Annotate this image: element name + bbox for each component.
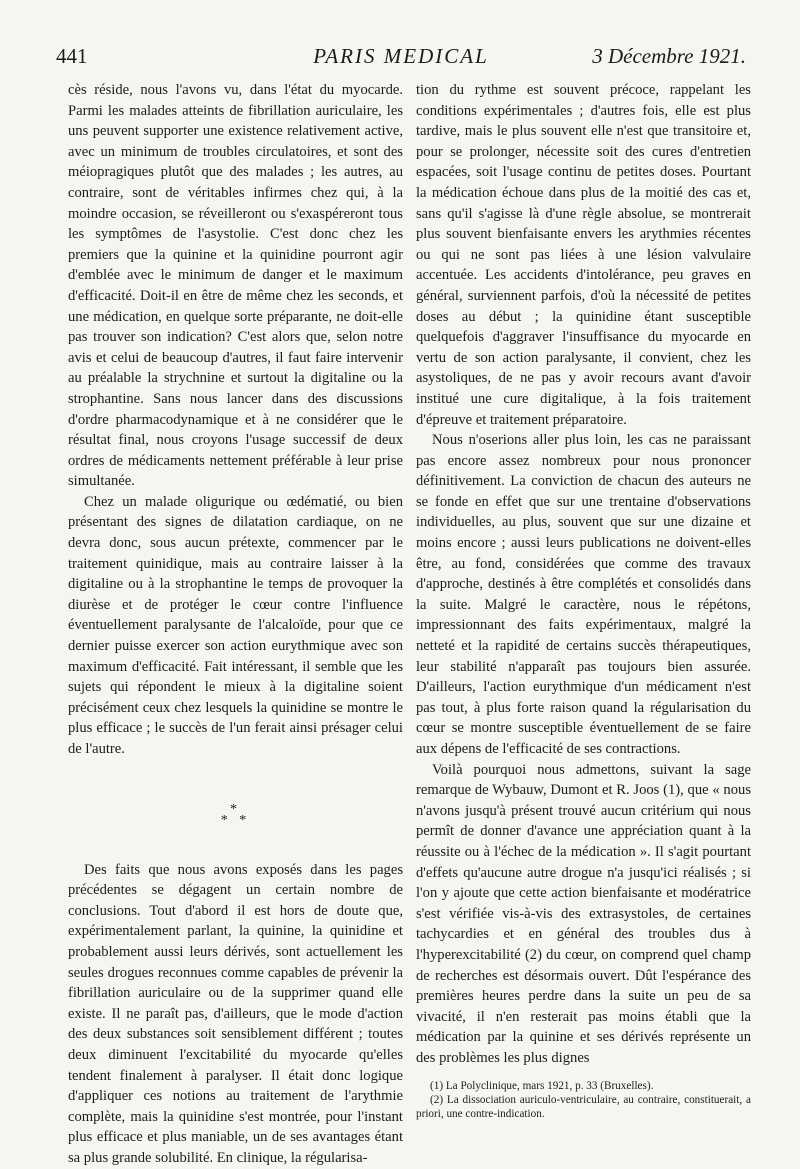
running-header	[56, 44, 746, 70]
paragraph: Nous n'oserions aller plus loin, les cas ne paraissant pas encore assez nombreux pour nous prononcer définitivement. La conviction de chacun des auteurs ne se fonde en effet que sur une trentaine d'observations individuelles, au plus, souvent que sur une dizaine et moins encore ; aussi leurs publications ne doivent-elles être, au fond, considérées que comme des travaux d'approche, destinés à être complétés et consolidés dans la suite. Malgré le caractère, nous le répétons, impressionnant des faits expérimentaux, malgré la netteté et la rapidité de certains succès thérapeutiques, leur stabilité n'apparaît pas toujours bien assurée. D'ailleurs, l'action eurythmique d'un médicament n'est pas tout, à plus forte raison quand la régularisation du cœur se montre susceptible éventuellement de se faire aux dépens de l'efficacité de ses contractions.	[416, 432, 751, 757]
issue-date: 3 Décembre 1921.	[592, 44, 746, 68]
paragraph: Des faits que nous avons exposés dans les pages précédentes se dégagent un certain nombre de conclusions. Tout d'abord il est hors de doute que, expérimentalement parlant, la quinine, la quinidine et probablement aussi leurs dérivés, sont actuellement les seules drogues reconnues comme capables de prévenir la fibrillation auriculaire ou de la supprimer quand elle existe. Il ne paraît pas, d'ailleurs, que le mode d'action des deux substances soit sensiblement différent ; toutes deux diminuent l'excitabilité du myocarde qu'elles tendent finalement à paralyser. Il était donc logique d'appliquer ces notions au traitement de l'arythmie complète, mais la quinidine s'est montrée, pour l'instant plus efficace et plus maniable, un de ses avantages étant sa plus grande solubilité. En clinique, la régularisa-	[68, 861, 403, 1166]
footnote: (1) La Polyclinique, mars 1921, p. 33 (Bruxelles).	[430, 1079, 654, 1092]
footnotes	[416, 1079, 751, 1121]
section-separator: * * *	[220, 801, 251, 828]
footnote: (2) La dissociation auriculo-ventriculaire, au contraire, constituerait, a priori, une contre-indication.	[416, 1093, 751, 1120]
left-column	[68, 80, 403, 1169]
paragraph: cès réside, nous l'avons vu, dans l'état du myocarde. Parmi les malades atteints de fibrillation auriculaire, les uns peuvent supporter une existence relativement active, avec un minimum de troubles circulatoires, et sont des méiopragiques plutôt que des malades ; les autres, au contraire, sont de véritables infirmes chez qui, à la moindre occasion, se réveilleront ou s'exaspéreront tous les symptômes de l'asystolie. C'est donc chez les premiers que la quinine et la quinidine pourront agir d'emblée avec le minimum de danger et le maximum d'efficacité. Doit-il en être de même chez les seconds, et une médication, en quelque sorte préparante, ne doit-elle pas trouver son indication? C'est alors que, selon notre avis et celui de beaucoup d'autres, il faut faire intervenir au préalable la strychnine et surtout la digitaline ou la strophantine. Sans nous lancer dans des discussions d'ordre pharmacodynamique et à ne considérer que le résultat final, nous croyons l'usage successif de deux ordres de médicaments nettement préférable à leur prise simultanée.	[68, 82, 403, 490]
journal-title: PARIS MEDICAL	[313, 44, 489, 68]
right-column	[416, 80, 751, 1121]
page-number: 441	[56, 44, 88, 68]
paragraph: Voilà pourquoi nous admettons, suivant la sage remarque de Wybauw, Dumont et R. Joos (1), que « nous n'avons jusqu'à présent trouvé aucun critérium qui nous permît de donner d'avance une appréciation quant à la réussite ou à l'échec de la médication ». Il s'agit pourtant d'effets qu'aucune autre drogue n'a jusqu'ici réalisés ; si l'on y ajoute que cette action bienfaisante et modératrice s'est vérifiée vis-à-vis des extrasystoles, de certaines tachycardies et en général des troubles dus à l'hyperexcitabilité (2) du cœur, on comprend quel champ de recherches est désormais ouvert. Dût l'espérance des premières heures perdre dans la suite un peu de sa vivacité, il n'en resterait pas moins établi que la médication par la quinine et ses dérivés représente un des problèmes les plus dignes	[416, 761, 751, 1066]
paragraph: tion du rythme est souvent précoce, rappelant les conditions expérimentales ; d'autres fois, elle est plus tardive, mais le plus souvent elle n'est que transitoire et, pour se prolonger, nécessite soit des cures d'entretien espacées, soit l'usage continu de petites doses. Pourtant la médication échoue dans plus de la moitié des cas et, sans qu'il s'agisse là d'une règle absolue, se montrerait plus souvent bienfaisante envers les arythmies récentes ou qui ne sont pas liées à une lésion valvulaire accentuée. Les accidents d'intolérance, peu graves en général, surviennent parfois, d'où la nécessité de petites doses au début ; la quinidine étant susceptible quelquefois d'aggraver l'insuffisance du myocarde en vertu de son action paralysante, il convient, chez les asystoliques, de ne pas y avoir recours avant d'avoir institué une cure digitalique, à la fois traitement d'épreuve et traitement préparatoire.	[416, 82, 751, 428]
paragraph: Chez un malade oligurique ou œdématié, ou bien présentant des signes de dilatation cardiaque, on ne devra donc, sous aucun prétexte, commencer par le traitement quinidique, mais au contraire laisser à la digitaline ou à la strophantine le temps de provoquer la diurèse et de protéger le cœur contre l'influence éventuellement paralysante de l'alcaloïde, pour que ce dernier puisse exercer son action eurythmique avec son maximum d'efficacité. Fait intéressant, il semble que les sujets qui répondent le mieux à la digitaline soient précisément ceux chez lesquels la quinidine se montre le plus efficace ; le succès de l'un ferait ainsi présager celui de l'autre.	[68, 493, 403, 757]
